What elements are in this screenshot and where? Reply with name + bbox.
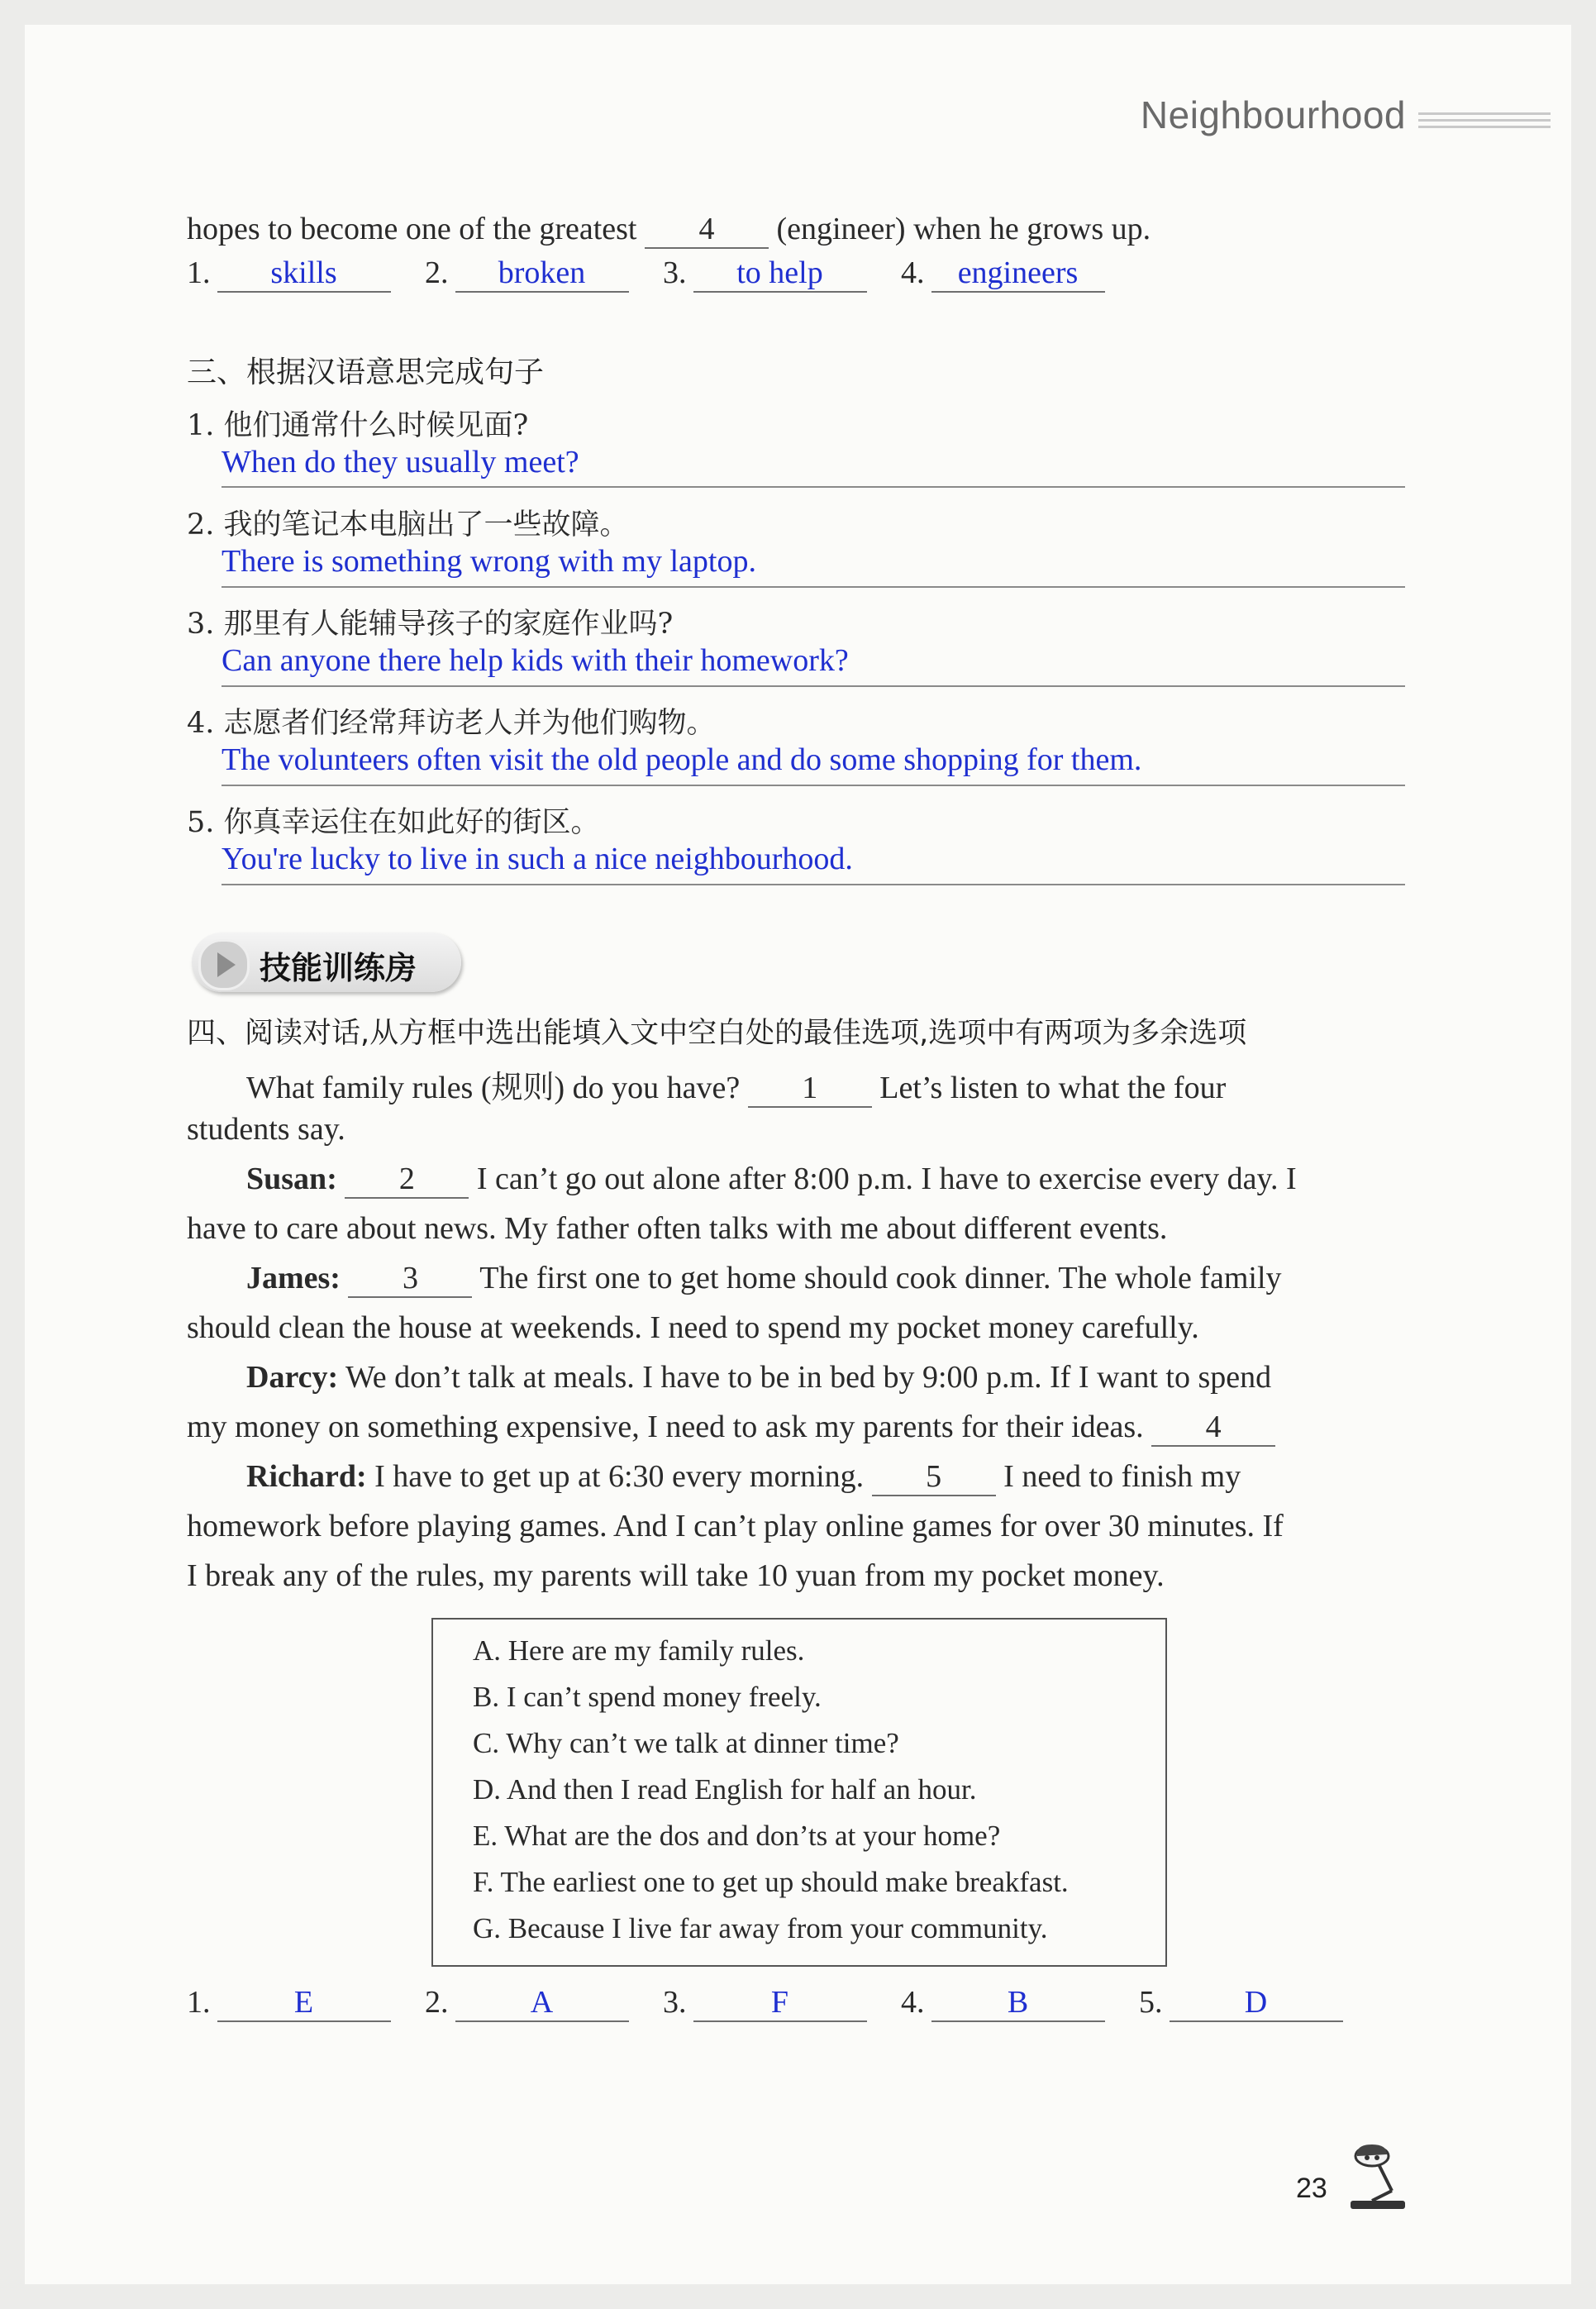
s3-item-1-zh: 1. 他们通常什么时候见面? xyxy=(187,409,529,442)
s4-answer-2: 2. A xyxy=(425,1984,629,2022)
option-g: G. Because I live far away from your community. xyxy=(473,1912,1048,1944)
darcy-line: Darcy: We don’t talk at meals. I have to be in bed by 9:00 p.m. If I want to spend xyxy=(246,1360,1272,1395)
s4-answer-5: 5. D xyxy=(1139,1984,1343,2022)
lamp-mascot-icon xyxy=(1339,2140,1413,2214)
s3-item-1-en: When do they usually meet? xyxy=(222,445,579,479)
answer-line xyxy=(222,586,1405,588)
s3-item-3-zh: 3. 那里有人能辅导孩子的家庭作业吗? xyxy=(187,608,674,641)
option-a: A. Here are my family rules. xyxy=(473,1634,805,1667)
blank-3: 3 xyxy=(348,1260,472,1298)
top-sentence: hopes to become one of the greatest 4 (engineer) when he grows up. xyxy=(187,211,1151,249)
play-icon xyxy=(198,939,250,990)
answer-3: 3. to help xyxy=(663,255,867,293)
s4-answer-3: 3. F xyxy=(663,1984,867,2022)
blank-2: 2 xyxy=(345,1161,469,1199)
susan-line-cont: have to care about news. My father often talks with me about different events. xyxy=(187,1211,1168,1246)
option-e: E. What are the dos and don’ts at your home? xyxy=(473,1820,1001,1852)
dialogue-intro: What family rules (规则) do you have? 1 Let’s listen to what the four xyxy=(246,1061,1226,1108)
answer-1: 1. skills xyxy=(187,255,391,293)
blank-4: 4 xyxy=(645,211,769,249)
answer-4: 4. engineers xyxy=(901,255,1105,293)
s3-item-2-zh: 2. 我的笔记本电脑出了一些故障。 xyxy=(187,508,629,541)
s3-item-4-zh: 4. 志愿者们经常拜访老人并为他们购物。 xyxy=(187,707,716,740)
answer-line xyxy=(222,785,1405,786)
unit-title: Neighbourhood xyxy=(1140,93,1406,136)
page-number: 23 xyxy=(1296,2173,1327,2204)
option-f: F. The earliest one to get up should make breakfast. xyxy=(473,1866,1069,1898)
header-decoration xyxy=(1418,112,1551,137)
option-d: D. And then I read English for half an hour. xyxy=(473,1773,977,1806)
options-box xyxy=(431,1618,1167,1967)
james-line: James: 3 The first one to get home should cook dinner. The whole family xyxy=(246,1260,1282,1298)
blank-4: 4 xyxy=(1151,1409,1275,1447)
answer-line xyxy=(222,884,1405,885)
s4-answer-4: 4. B xyxy=(901,1984,1105,2022)
s3-item-3-en: Can anyone there help kids with their homework? xyxy=(222,643,849,678)
answer-line xyxy=(222,685,1405,687)
option-c: C. Why can’t we talk at dinner time? xyxy=(473,1727,899,1759)
s3-item-5-en: You're lucky to live in such a nice neighbourhood. xyxy=(222,842,853,876)
section-4-title: 四、阅读对话,从方框中选出能填入文中空白处的最佳选项,选项中有两项为多余选项 xyxy=(187,1017,1247,1050)
darcy-line-cont: my money on something expensive, I need to ask my parents for their ideas. 4 xyxy=(187,1409,1275,1447)
option-b: B. I can’t spend money freely. xyxy=(473,1681,822,1713)
section-3-title: 三、根据汉语意思完成句子 xyxy=(187,355,545,389)
s3-item-2-en: There is something wrong with my laptop. xyxy=(222,544,756,579)
susan-line: Susan: 2 I can’t go out alone after 8:00 p.m. I have to exercise every day. I xyxy=(246,1161,1297,1199)
answer-2: 2. broken xyxy=(425,255,629,293)
blank-1: 1 xyxy=(748,1070,872,1108)
answer-line xyxy=(222,486,1405,488)
james-line-cont: should clean the house at weekends. I need to spend my pocket money carefully. xyxy=(187,1310,1199,1345)
s4-answer-1: 1. E xyxy=(187,1984,391,2022)
skill-training-badge: 技能训练房 xyxy=(192,933,461,992)
blank-5: 5 xyxy=(872,1458,996,1496)
s3-item-5-zh: 5. 你真幸运住在如此好的街区。 xyxy=(187,806,600,839)
richard-line-cont2: I break any of the rules, my parents will take 10 yuan from my pocket money. xyxy=(187,1558,1165,1593)
s3-item-4-en: The volunteers often visit the old people and do some shopping for them. xyxy=(222,742,1142,777)
dialogue-intro-cont: students say. xyxy=(187,1112,345,1147)
richard-line: Richard: I have to get up at 6:30 every morning. 5 I need to finish my xyxy=(246,1458,1241,1496)
richard-line-cont: homework before playing games. And I can’t play online games for over 30 minutes. If xyxy=(187,1509,1284,1543)
